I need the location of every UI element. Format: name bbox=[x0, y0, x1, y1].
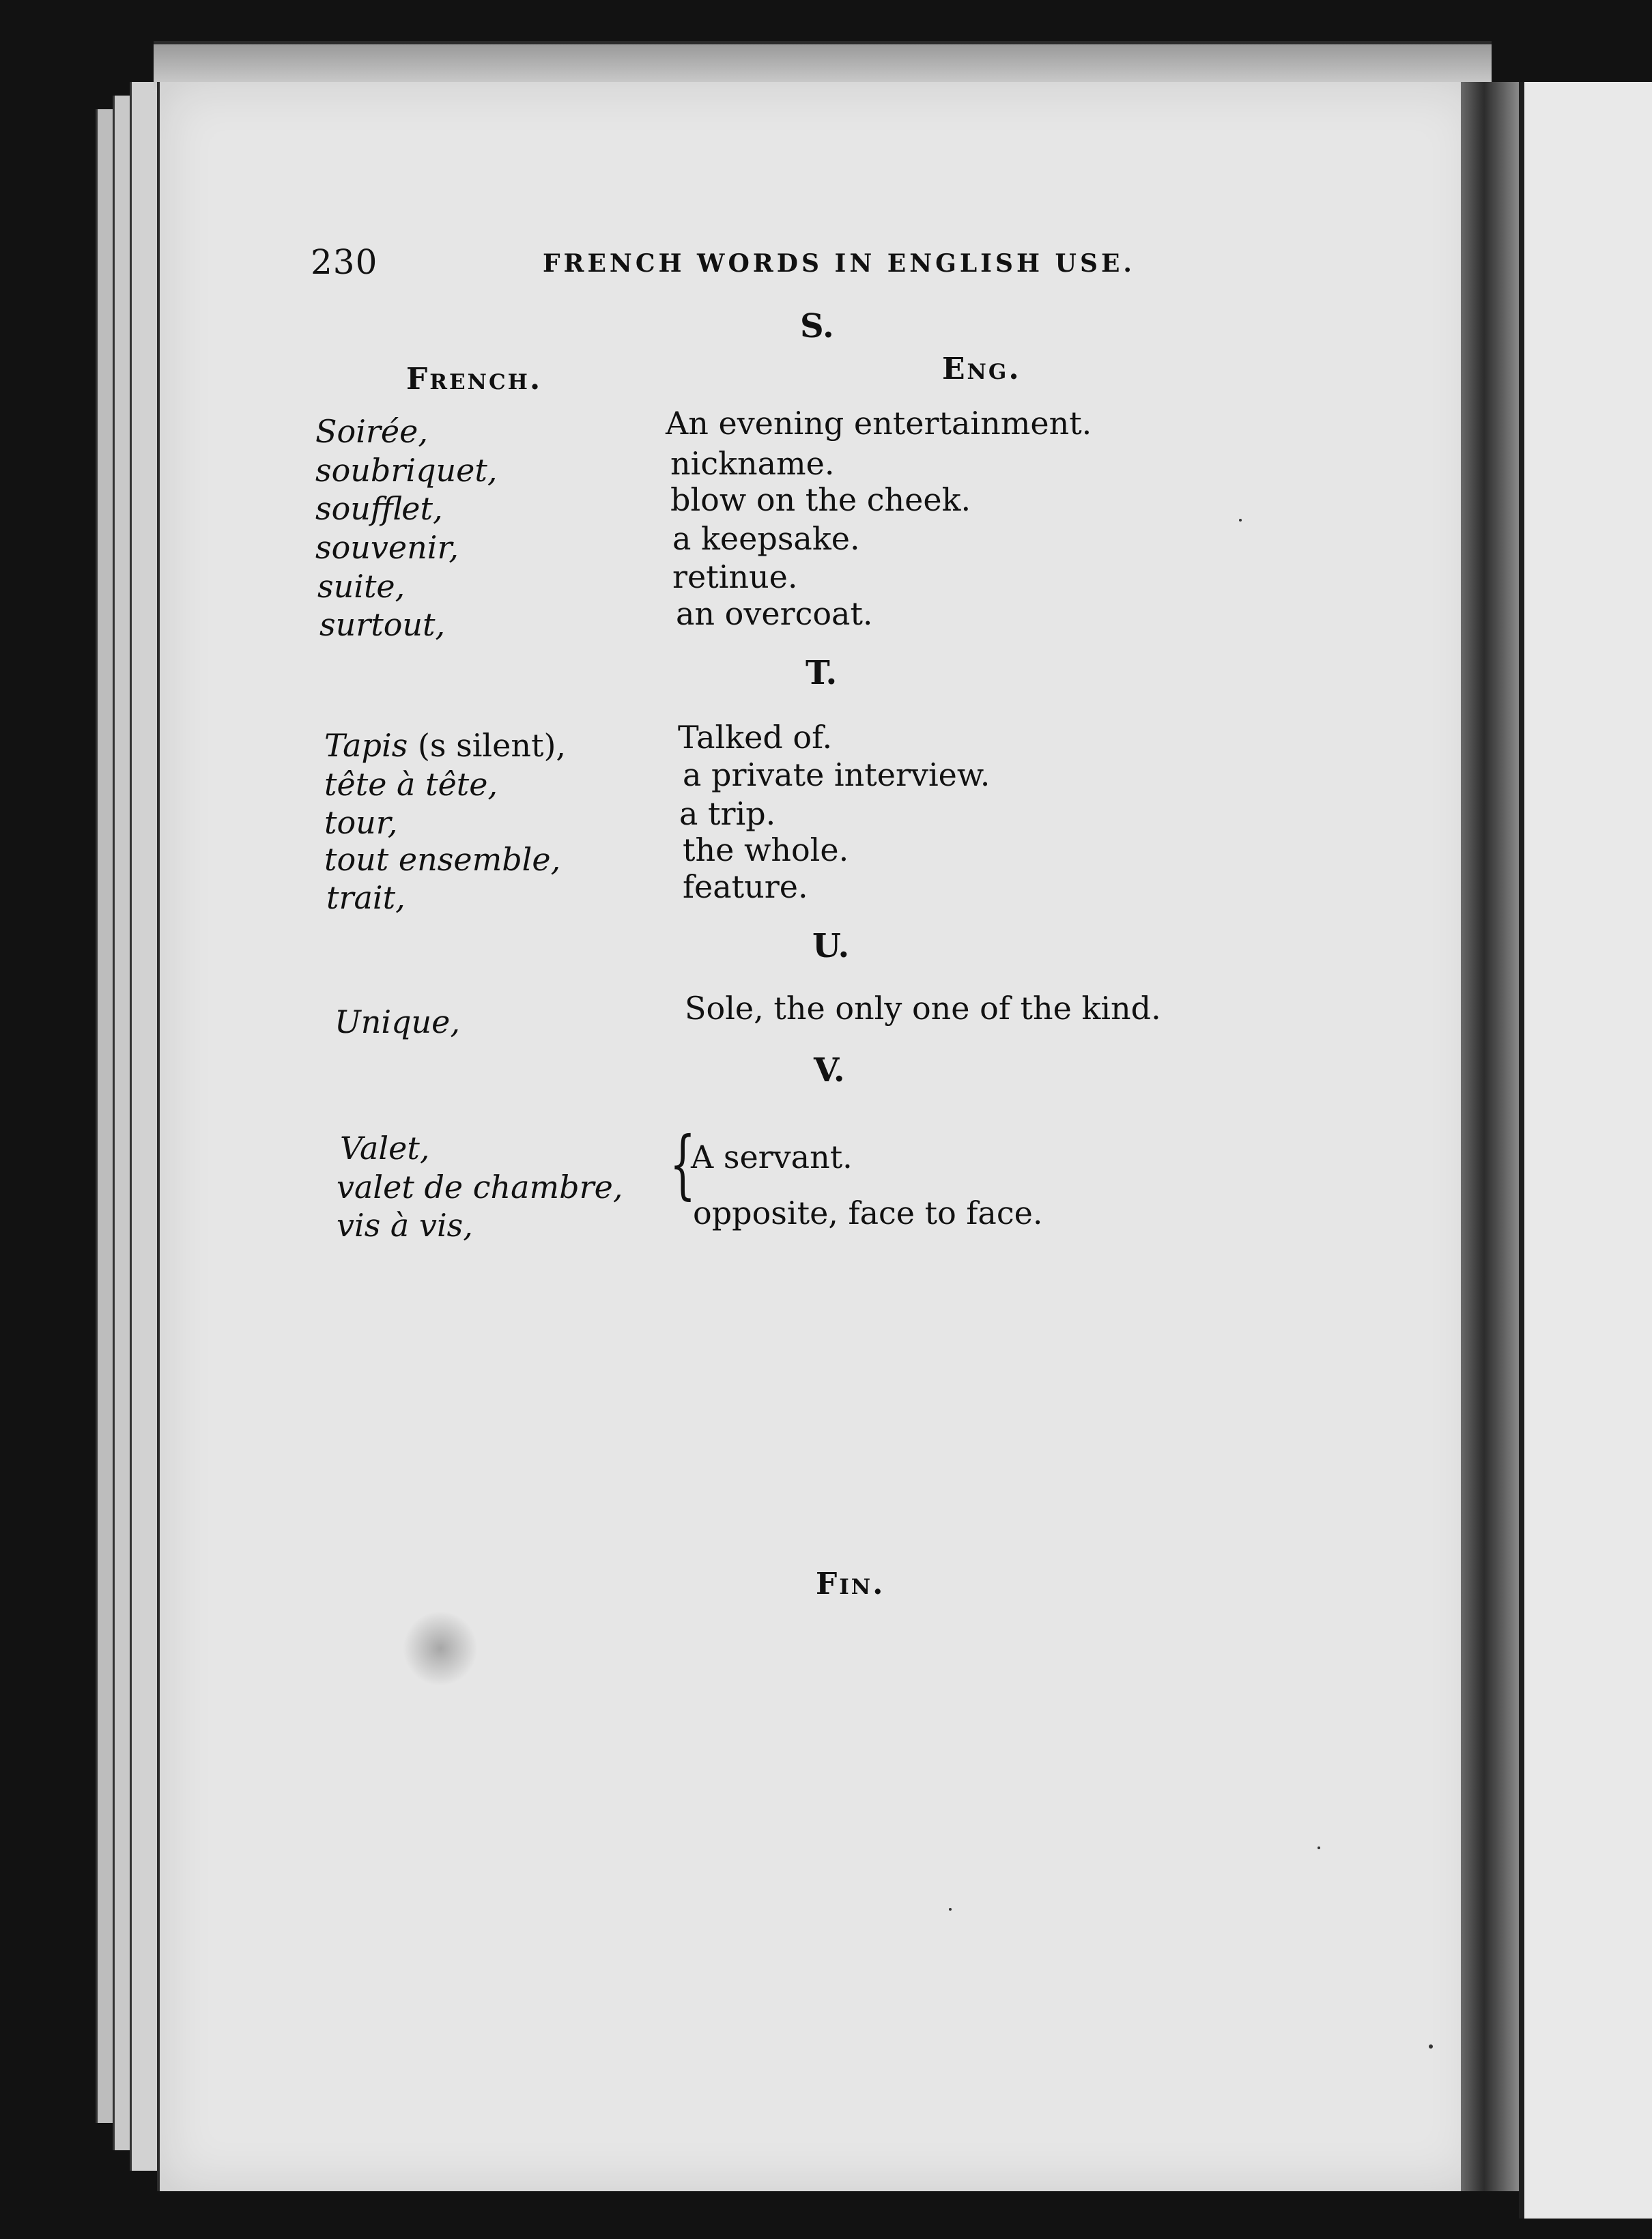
section-letter-s: S. bbox=[800, 307, 834, 345]
french-term: soufflet, bbox=[315, 490, 443, 527]
french-term: Soirée, bbox=[315, 413, 428, 450]
french-term-word: Tapis bbox=[324, 727, 408, 764]
french-term: tour, bbox=[324, 804, 398, 841]
page-number: 230 bbox=[311, 242, 378, 282]
english-meaning: An evening entertainment. bbox=[666, 405, 1092, 442]
english-meaning: opposite, face to face. bbox=[693, 1195, 1043, 1231]
ink-speck bbox=[949, 1908, 952, 1911]
french-term: Valet, bbox=[340, 1130, 430, 1167]
english-meaning: the whole. bbox=[683, 831, 849, 868]
section-letter-v: V. bbox=[814, 1051, 845, 1089]
french-term: soubriquet, bbox=[315, 452, 498, 489]
french-term: Unique, bbox=[334, 1003, 461, 1040]
section-letter-u: U. bbox=[812, 927, 850, 965]
ink-speck bbox=[1239, 519, 1242, 522]
english-meaning: blow on the cheek. bbox=[670, 481, 971, 518]
facing-page-edge bbox=[1519, 82, 1652, 2219]
book-gutter bbox=[1461, 82, 1519, 2191]
french-term: tête à tête, bbox=[324, 766, 498, 803]
english-meaning: an overcoat. bbox=[676, 595, 873, 632]
french-term: souvenir, bbox=[315, 529, 459, 566]
french-term: tout ensemble, bbox=[324, 841, 561, 878]
english-meaning: nickname. bbox=[670, 445, 835, 482]
grouping-brace: { bbox=[669, 1120, 696, 1208]
running-title: FRENCH WORDS IN ENGLISH USE. bbox=[543, 249, 1135, 278]
english-meaning: Sole, the only one of the kind. bbox=[685, 990, 1161, 1027]
english-meaning: a private interview. bbox=[683, 756, 991, 793]
french-term: valet de chambre, bbox=[337, 1169, 623, 1206]
english-meaning: retinue. bbox=[672, 558, 798, 595]
french-term: surtout, bbox=[319, 606, 446, 643]
french-term: vis à vis, bbox=[337, 1207, 473, 1244]
english-meaning: feature. bbox=[683, 868, 808, 905]
ink-speck bbox=[1318, 1846, 1320, 1849]
ink-speck bbox=[1429, 2044, 1433, 2049]
french-term: suite, bbox=[317, 568, 405, 605]
page-edge bbox=[130, 82, 159, 2171]
page-header bbox=[311, 242, 1135, 283]
french-term: trait, bbox=[326, 879, 405, 916]
english-meaning: A servant. bbox=[691, 1139, 853, 1175]
english-meaning: a trip. bbox=[679, 795, 776, 832]
column-header-english: Eng. bbox=[942, 352, 1021, 386]
english-meaning: a keepsake. bbox=[672, 520, 860, 557]
closing-word: Fin. bbox=[816, 1567, 885, 1601]
column-header-french: French. bbox=[406, 362, 543, 397]
section-letter-t: T. bbox=[806, 654, 838, 692]
french-term bbox=[324, 727, 566, 764]
pronunciation-note: (s silent), bbox=[417, 727, 567, 764]
english-meaning: Talked of. bbox=[678, 719, 833, 756]
